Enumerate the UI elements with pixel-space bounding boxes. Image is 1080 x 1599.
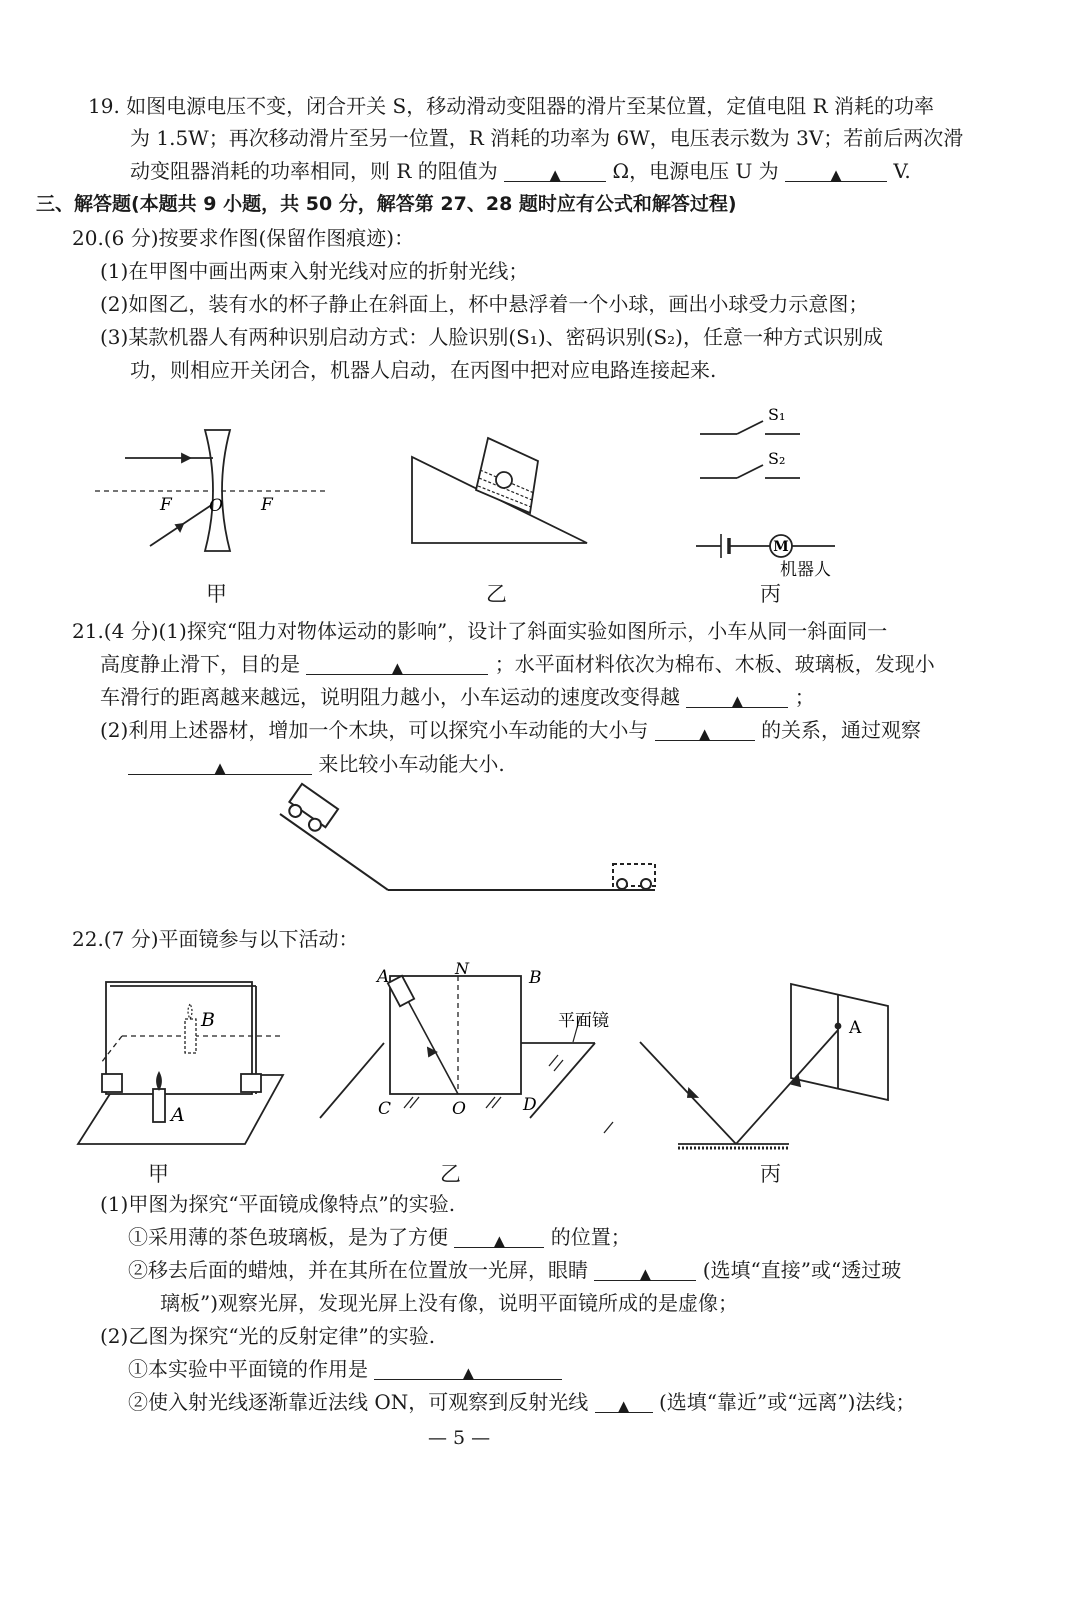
focal-label-right: F <box>261 495 273 515</box>
q22-line1: 22.(7 分)平面镜参与以下活动： <box>72 927 359 951</box>
ramp-cart-figure <box>270 780 670 910</box>
q21-line3: 车滑行的距离越来越远，说明阻力越小，小车运动的速度改变得越 ▲ ； <box>100 685 815 710</box>
q20-line1: 20.(6 分)按要求作图(保留作图痕迹)： <box>72 226 415 250</box>
section-3-heading: 三、解答题(本题共 9 小题，共 50 分，解答第 27、28 题时应有公式和解答过程) <box>36 193 737 215</box>
q20-caption-yi: 乙 <box>486 582 507 606</box>
answer-blank-mirror-role[interactable]: ▲ <box>374 1357 562 1380</box>
answer-blank-speed-change[interactable]: ▲ <box>686 685 788 708</box>
reflection-board-figure <box>320 976 613 1133</box>
focal-label-left: F <box>160 495 172 515</box>
q22-caption-jia: 甲 <box>148 1162 169 1186</box>
switch-s1-label: S₁ <box>768 405 786 424</box>
switch-s2-label: S₂ <box>768 449 786 468</box>
q20-line2: (1)在甲图中画出两束入射光线对应的折射光线； <box>100 259 529 283</box>
q20-figures <box>0 400 1080 620</box>
q21-line4: (2)利用上述器材，增加一个木块，可以探究小车动能的大小与 ▲ 的关系，通过观察 <box>100 718 922 743</box>
q19-line1: 19. 如图电源电压不变，闭合开关 S，移动滑动变阻器的滑片至某位置，定值电阻 R 消耗的功率 <box>88 94 934 118</box>
page-number: — 5 — <box>428 1427 491 1449</box>
label-candle-a: A <box>171 1104 185 1126</box>
q22-caption-bing: 丙 <box>760 1162 781 1186</box>
q22-caption-yi: 乙 <box>440 1162 461 1186</box>
q22-part2-item1: ①本实验中平面镜的作用是 ▲ <box>128 1355 562 1383</box>
circuit-figure <box>696 421 835 558</box>
label-point-c: C <box>378 1099 392 1119</box>
q22-part2-item2: ②使入射光线逐渐靠近法线 ON，可观察到反射光线 ▲ (选填“靠近”或“远离”)法线； <box>128 1390 916 1415</box>
answer-blank-observe-method[interactable]: ▲ <box>594 1258 696 1281</box>
q21-line5: ▲ 来比较小车动能大小. <box>128 750 505 778</box>
answer-blank-observation[interactable]: ▲ <box>128 752 312 775</box>
answer-blank-voltage[interactable]: ▲ <box>785 159 887 182</box>
answer-blank-reflected-direction[interactable]: ▲ <box>595 1390 653 1413</box>
motor-label: M <box>773 539 789 555</box>
optical-center-label: O <box>209 496 223 516</box>
answer-blank-glass-purpose[interactable]: ▲ <box>454 1225 544 1248</box>
label-plane-mirror: 平面镜 <box>558 1011 609 1031</box>
q22-part1-title: (1)甲图为探究“平面镜成像特点”的实验. <box>100 1192 456 1216</box>
q22-figures <box>0 960 1080 1160</box>
answer-blank-kinetic-factor[interactable]: ▲ <box>655 718 755 741</box>
robot-label: 机器人 <box>780 560 831 580</box>
q21-line1: 21.(4 分)(1)探究“阻力对物体运动的影响”，设计了斜面实验如图所示，小车从同一斜面同一 <box>72 619 888 643</box>
answer-blank-purpose[interactable]: ▲ <box>306 652 488 675</box>
cup-on-incline-figure <box>412 438 587 543</box>
label-normal-n: N <box>455 960 469 978</box>
label-point-b: B <box>529 968 542 988</box>
q20-caption-bing: 丙 <box>760 582 781 606</box>
q22-part1-item1: ①采用薄的茶色玻璃板，是为了方便 ▲ 的位置； <box>128 1225 631 1250</box>
label-point-o: O <box>452 1099 466 1119</box>
q20-line4: (3)某款机器人有两种识别启动方式：人脸识别(S₁)、密码识别(S₂)，任意一种方式识别成 <box>100 325 883 349</box>
label-screen-a: A <box>849 1018 862 1038</box>
q19-line3: 动变阻器消耗的功率相同，则 R 的阻值为 ▲ Ω，电源电压 U 为 ▲ V. <box>130 159 911 184</box>
q20-line5: 功，则相应开关闭合，机器人启动，在丙图中把对应电路连接起来. <box>130 358 717 382</box>
q21-line2: 高度静止滑下，目的是 ▲ ；水平面材料依次为棉布、木板、玻璃板，发现小 <box>100 652 935 677</box>
label-point-d: D <box>523 1095 537 1115</box>
concave-lens-figure <box>95 430 325 551</box>
q22-part2-title: (2)乙图为探究“光的反射定律”的实验. <box>100 1324 436 1348</box>
q20-caption-jia: 甲 <box>206 582 227 606</box>
label-candle-b: B <box>201 1009 215 1031</box>
q19-line2: 为 1.5W；再次移动滑片至另一位置，R 消耗的功率为 6W，电压表示数为 3V；若前后两次滑 <box>130 126 964 150</box>
q20-line3: (2)如图乙，装有水的杯子静止在斜面上，杯中悬浮着一个小球，画出小球受力示意图； <box>100 292 869 316</box>
q22-part1-item2: ②移去后面的蜡烛，并在其所在位置放一光屏，眼睛 ▲ (选填“直接”或“透过玻 <box>128 1258 902 1283</box>
answer-blank-resistance[interactable]: ▲ <box>504 159 606 182</box>
q22-part1-item2-cont: 璃板”)观察光屏，发现光屏上没有像，说明平面镜所成的是虚像； <box>160 1291 739 1315</box>
label-point-a: A <box>377 967 390 987</box>
reflection-screen-figure <box>640 984 888 1148</box>
